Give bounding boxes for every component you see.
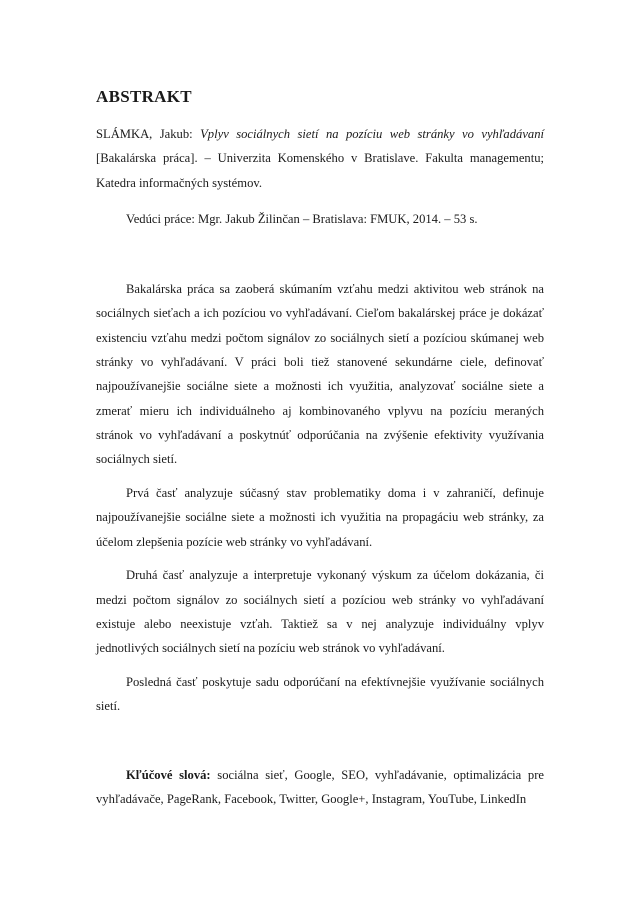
abstract-paragraph-3: Druhá časť analyzuje a interpretuje vykonaný výskum za účelom dokázania, či medzi počtom signálov zo sociálnych sietí a pozíciou web stránky vo vyhľadávaní existuje alebo neexistuje vzťah. Taktiež sa v nej analyzuje individuálny vplyv jednotlivých sociálnych sietí na pozíciu web stránok vo vyhľadávaní. xyxy=(96,568,544,656)
abstract-heading: ABSTRAKT xyxy=(96,87,192,106)
abstract-paragraph-4: Posledná časť poskytuje sadu odporúčaní na efektívnejšie využívanie sociálnych sietí. xyxy=(96,675,544,714)
citation-rest: [Bakalárska práca]. – Univerzita Komenského v Bratislave. Fakulta managementu; Katedra informačných systémov. xyxy=(96,151,544,190)
abstract-paragraph-2: Prvá časť analyzuje súčasný stav problematiky doma i v zahraničí, definuje najpoužívanejšie sociálne siete a možnosti ich využitia na propagáciu web stránky, za účelom zlepšenia pozície web stránky vo vyhľadávaní. xyxy=(96,486,544,549)
citation xyxy=(96,122,544,195)
keywords-label: Kľúčové slová: xyxy=(126,767,211,782)
supervisor-line: Vedúci práce: Mgr. Jakub Žilinčan – Bratislava: FMUK, 2014. – 53 s. xyxy=(126,211,478,226)
document-page xyxy=(96,86,544,811)
keywords-text: sociálna sieť, Google, SEO, vyhľadávanie, optimalizácia pre vyhľadávače, PageRank, Facebook, Twitter, Google+, Instagram, YouTube, LinkedIn xyxy=(96,767,545,807)
citation-author: SLÁMKA, Jakub: xyxy=(96,127,193,141)
citation-title: Vplyv sociálnych sietí na pozíciu web stránky vo vyhľadávaní xyxy=(200,127,544,141)
abstract-paragraph-1: Bakalárska práca sa zaoberá skúmaním vzťahu medzi aktivitou web stránok na sociálnych sieťach a ich pozíciou vo vyhľadávaní. Cieľom bakalárskej práce je dokázať existenciu vzťahu medzi počtom signálov zo sociálnych sietí a pozíciou skúmanej web stránky vo vyhľadávaní. V práci boli tiež stanovené sekundárne ciele, definovať najpoužívanejšie sociálne siete a možnosti ich využitia, analyzovať sociálne siete a zmerať mieru ich individuálneho aj kombinovaného vplyvu na pozíciu meraných stránok vo vyhľadávaní a poskytnúť odporúčania na zvýšenie efektivity využívania sociálnych sietí. xyxy=(96,282,544,467)
keywords xyxy=(96,763,544,812)
